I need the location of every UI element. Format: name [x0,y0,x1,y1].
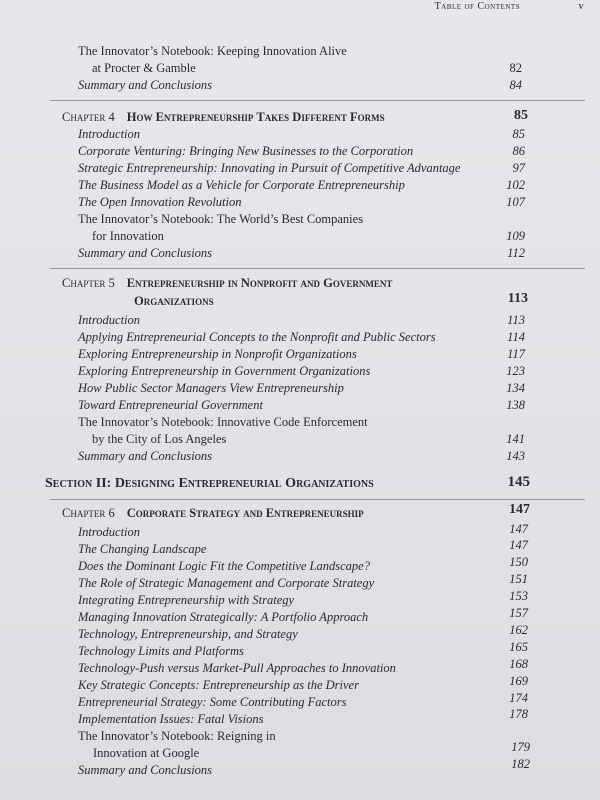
toc-page: 165 [509,640,528,654]
toc-page: 138 [506,398,525,412]
chapter-page: 85 [514,108,528,123]
toc-page: 174 [509,691,528,705]
bleed-through-text [445,42,448,57]
toc-entry: Integrating Entrepreneurship with Strategy [78,593,295,607]
toc-entry: Strategic Entrepreneurship: Innovating in Pursuit of Competitive Advantage [78,161,461,175]
chapter-title-continued: Organizations [134,294,214,308]
toc-page: 153 [509,589,528,603]
chapter-heading [62,506,364,521]
toc-page: 107 [506,195,525,209]
chapter-title: Corporate Strategy and Entrepreneurship [126,506,364,520]
toc-entry: The Innovator’s Notebook: Innovative Code Enforcement [78,415,368,429]
toc-page: 134 [506,381,525,395]
toc-page: 117 [507,347,525,361]
toc-entry: Implementation Issues: Fatal Visions [78,712,264,726]
toc-entry: Summary and Conclusions [78,763,213,777]
header-page-number: v [578,1,584,12]
toc-page: 147 [509,538,528,552]
toc-entry: Does the Dominant Logic Fit the Competitive Landscape? [78,559,370,573]
divider [50,268,585,269]
toc-entry: Introduction [78,525,141,539]
toc-entry: Exploring Entrepreneurship in Government Organizations [78,364,371,378]
toc-page: 97 [512,161,525,175]
toc-page: 150 [509,555,528,569]
toc-entry: Introduction [78,127,141,141]
header-title: Table of Contents [434,1,520,12]
toc-entry: Introduction [78,313,141,327]
toc-entry: Entrepreneurial Strategy: Some Contributing Factors [78,695,347,709]
chapter-number: Chapter 5 [62,276,115,290]
toc-entry: at Procter & Gamble [92,61,196,75]
section-page: 145 [507,474,530,490]
chapter-number: Chapter 6 [62,506,115,520]
toc-entry: Applying Entrepreneurial Concepts to the Nonprofit and Public Sectors [78,330,436,344]
chapter-page: 147 [509,502,530,517]
toc-entry: for Innovation [92,229,164,243]
toc-page: 143 [506,449,525,463]
toc-page: 157 [509,606,528,620]
toc-entry: Innovation at Google [93,746,200,760]
toc-entry: Managing Innovation Strategically: A Portfolio Approach [78,610,369,624]
toc-page: 123 [506,364,525,378]
toc-page: 86 [512,144,525,158]
toc-entry: The Business Model as a Vehicle for Corporate Entrepreneurship [78,178,405,192]
toc-entry: Technology Limits and Platforms [78,644,244,658]
section-heading [45,476,374,492]
toc-page: 169 [509,674,528,688]
toc-page: 84 [509,78,522,92]
toc-entry: The Innovator’s Notebook: Reigning in [78,729,276,743]
toc-page: 147 [509,522,528,536]
toc-entry: The Role of Strategic Management and Corporate Strategy [78,576,375,590]
toc-entry: The Innovator’s Notebook: The World’s Best Companies [78,212,364,226]
toc-page: 112 [507,246,525,260]
running-header [0,0,600,18]
toc-page: 182 [511,757,530,771]
toc-page: 102 [506,178,525,192]
toc-entry: Summary and Conclusions [78,246,213,260]
chapter-heading [62,110,385,125]
toc-entry: by the City of Los Angeles [92,432,227,446]
toc-entry: The Changing Landscape [78,542,207,556]
toc-page: 85 [512,127,525,141]
section-label: Section II: [45,476,112,491]
toc-page: 168 [509,657,528,671]
toc-entry: Exploring Entrepreneurship in Nonprofit Organizations [78,347,357,361]
toc-page: 114 [507,330,525,344]
toc-page: 109 [506,229,525,243]
divider [50,499,585,500]
toc-entry: The Open Innovation Revolution [78,195,242,209]
toc-entry: Summary and Conclusions [78,78,213,92]
toc-page: 82 [509,61,522,75]
toc-entry: Summary and Conclusions [78,449,213,463]
toc-page: 179 [511,740,530,754]
chapter-number: Chapter 4 [62,110,115,124]
chapter-heading [62,276,392,291]
chapter-page: 113 [507,291,528,306]
toc-entry: Toward Entrepreneurial Government [78,398,263,412]
toc-entry: The Innovator’s Notebook: Keeping Innovation Alive [78,44,347,58]
toc-page: 113 [507,313,525,327]
toc-page: 178 [509,707,528,721]
section-title: Designing Entrepreneurial Organizations [114,476,374,491]
toc-entry: Technology, Entrepreneurship, and Strategy [78,627,298,641]
toc-entry: How Public Sector Managers View Entrepreneurship [78,381,344,395]
toc-page: 162 [509,623,528,637]
toc-entry: Technology-Push versus Market-Pull Approaches to Innovation [78,661,396,675]
toc-page: 141 [506,432,525,446]
toc-page: 151 [509,572,528,586]
toc-entry: Corporate Venturing: Bringing New Businesses to the Corporation [78,144,414,158]
divider [50,100,585,101]
toc-entry: Key Strategic Concepts: Entrepreneurship as the Driver [78,678,359,692]
chapter-title: How Entrepreneurship Takes Different Forms [126,110,385,124]
chapter-title: Entrepreneurship in Nonprofit and Government [126,276,393,290]
